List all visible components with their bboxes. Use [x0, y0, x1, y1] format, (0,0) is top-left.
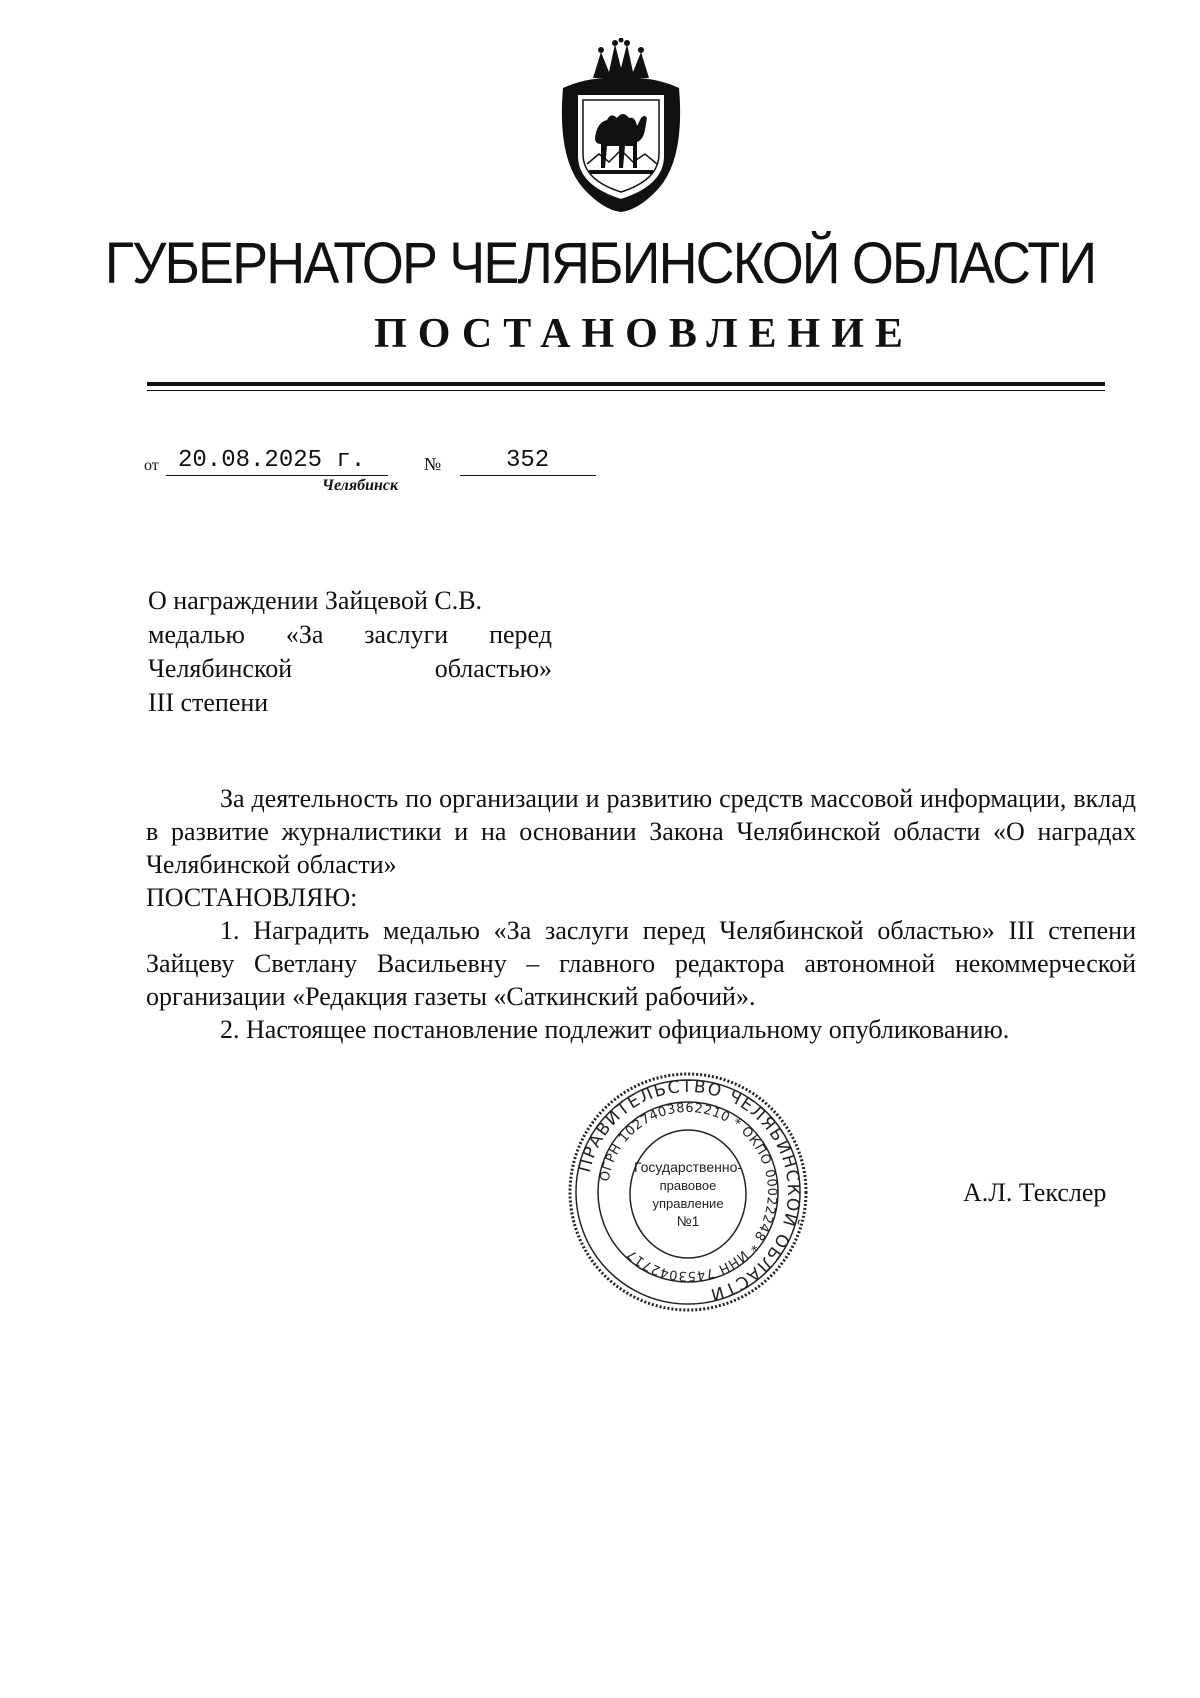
subject-line: III степени [148, 688, 269, 717]
header-rule-thick [147, 382, 1105, 386]
date-number-line [144, 447, 594, 477]
organization-title: ГУБЕРНАТОР ЧЕЛЯБИНСКОЙ ОБЛАСТИ [104, 231, 1096, 296]
preamble-paragraph: За деятельность по организации и развитию средств массовой информации, вклад в развитие журналистики и на основании Закона Челябинской области «О наградах Челябинской области» [146, 784, 1136, 879]
document-type-heading: ПОСТАНОВЛЕНИЕ [374, 311, 914, 357]
decree-word: ПОСТАНОВЛЯЮ: [146, 883, 358, 912]
signatory-name: А.Л. Текслер [963, 1178, 1107, 1207]
subject-line: Челябинской областью» [148, 654, 552, 683]
stamp-center-line: №1 [676, 1213, 700, 1229]
stamp-center-line: управление [652, 1196, 724, 1211]
subject-line: медалью «За заслуги перед [148, 620, 552, 649]
stamp-inner-text: ОГРН 1027403862210 * ОКПО 00022248 * ИНН 7453042717 [597, 1100, 780, 1284]
city-label: Челябинск [322, 477, 399, 494]
document-number: 352 [460, 447, 596, 476]
official-stamp [566, 1070, 810, 1314]
stamp-center-line: Государственно- [633, 1159, 743, 1175]
document-date: 20.08.2025 г. [166, 447, 388, 476]
decree-item-1: 1. Наградить медалью «За заслуги перед Челябинской областью» III степени Зайцеву Светлану Васильевну – главного редактора автономной некоммерческой организации «Редакция газеты «Саткинский рабочий». [146, 916, 1136, 1011]
document-subject [148, 584, 552, 720]
date-from-label: от [144, 457, 159, 474]
coat-of-arms-emblem [553, 38, 689, 214]
stamp-outer-text: ПРАВИТЕЛЬСТВО ЧЕЛЯБИНСКОЙ ОБЛАСТИ [575, 1076, 804, 1305]
decree-item-2: 2. Настоящее постановление подлежит официальному опубликованию. [220, 1015, 1010, 1044]
number-sign-label: № [424, 454, 442, 474]
document-body [146, 782, 1136, 1046]
stamp-center-line: правовое [659, 1178, 717, 1193]
subject-line: О награждении Зайцевой С.В. [148, 586, 483, 615]
header-rule-thin [147, 390, 1105, 391]
